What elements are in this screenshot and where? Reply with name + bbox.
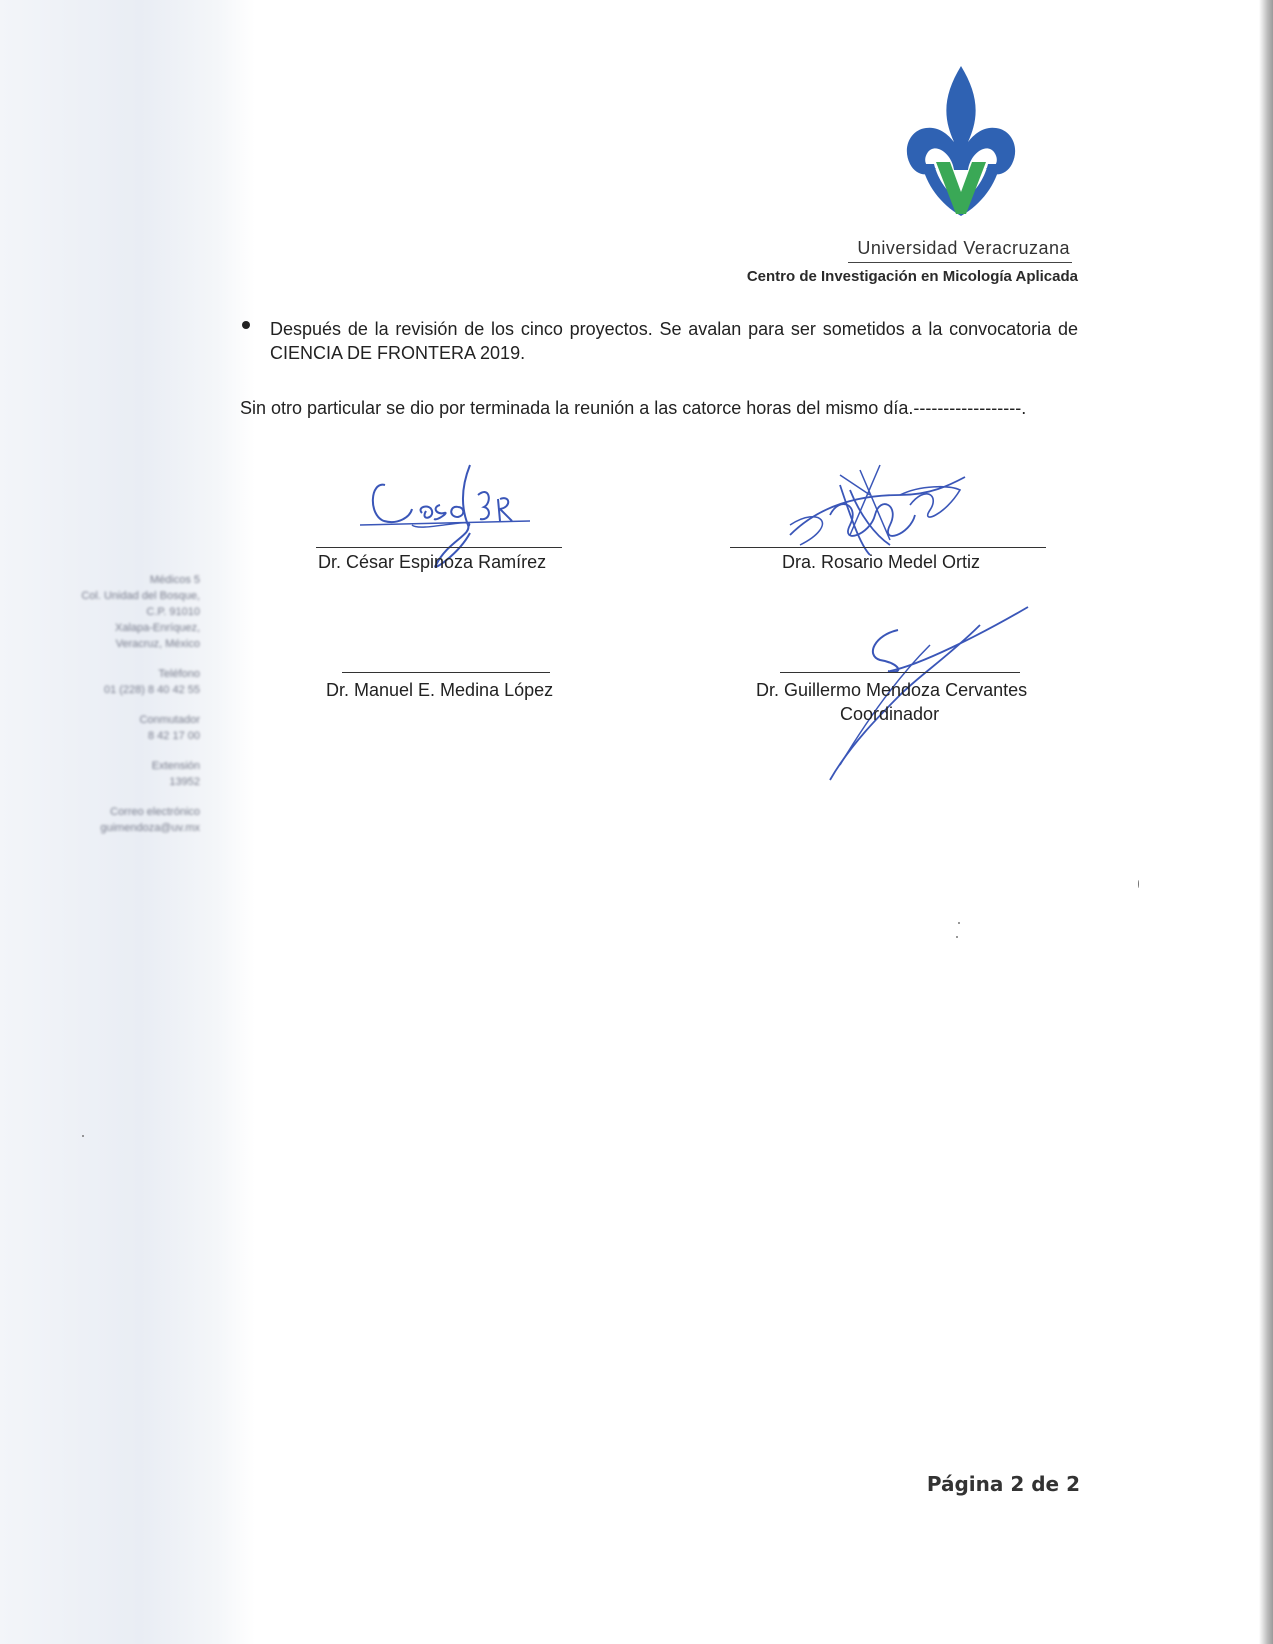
phone-label: Teléfono [158, 668, 200, 680]
closing-paragraph: Sin otro particular se dio por terminada la reunión a las catorce horas del mismo día.------------------. [240, 398, 1027, 418]
address-line: Médicos 5 [149, 574, 200, 586]
switchboard-value: 8 42 17 00 [148, 730, 200, 742]
extension-value: 13952 [169, 776, 200, 788]
bullet-icon [242, 321, 250, 329]
address-line: C.P. 91010 [146, 606, 200, 618]
scan-speck [958, 922, 960, 924]
address-line: Xalapa-Enríquez, [115, 622, 200, 634]
signature-line [780, 672, 1020, 673]
signature-line [342, 672, 550, 673]
signatory-name: Dr. Guillermo Mendoza Cervantes [756, 680, 1028, 700]
phone-value: 01 (228) 8 40 42 55 [103, 684, 200, 696]
bullet-paragraph: Después de la revisión de los cinco proyectos. Se avalan para ser sometidos a la convocatoria de CIENCIA DE FRONTERA 2019. [270, 319, 1078, 363]
signatory-role: Coordinador [840, 704, 940, 724]
address-line: Col. Unidad del Bosque, [81, 590, 200, 602]
scan-speck [1138, 880, 1139, 888]
contact-sidebar [40, 572, 200, 850]
university-name: Universidad Veracruzana [857, 238, 1070, 258]
uv-flor-de-lis-logo-icon [896, 64, 1026, 234]
signature-line [730, 547, 1046, 548]
signature-line [316, 547, 562, 548]
signatory-name: Dr. César Espinoza Ramírez [318, 552, 547, 572]
signatory-name: Dra. Rosario Medel Ortiz [782, 552, 981, 572]
header-divider [848, 262, 1072, 263]
scan-speck [956, 936, 958, 938]
email-label: Correo electrónico [110, 806, 200, 818]
page-number: Página 2 de 2 [926, 1472, 1080, 1496]
email-value: guimendoza@uv.mx [100, 822, 200, 834]
address-line: Veracruz, México [115, 638, 200, 650]
scan-edge [1259, 0, 1273, 1644]
signatory-name: Dr. Manuel E. Medina López [326, 680, 554, 700]
scan-speck [82, 1135, 84, 1137]
research-center-name: Centro de Investigación en Micología Aplicada [746, 268, 1078, 285]
switchboard-label: Conmutador [139, 714, 200, 726]
extension-label: Extensión [151, 760, 200, 772]
